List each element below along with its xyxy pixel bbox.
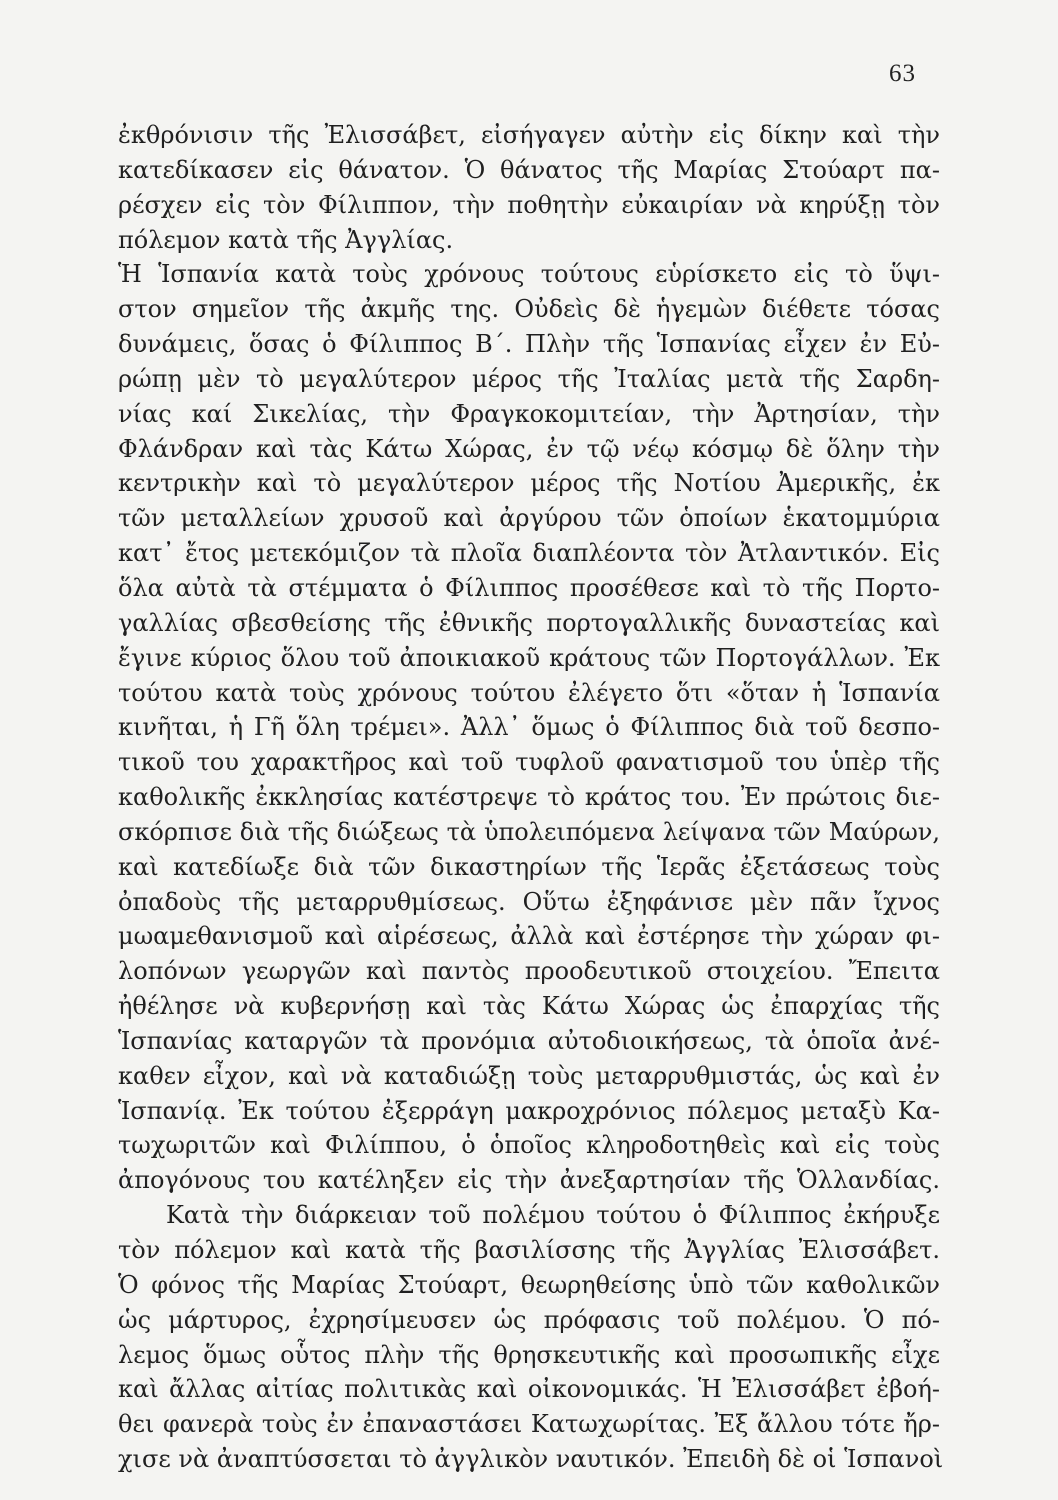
text-line: ἀπογόνους του κατέληξεν εἰς τὴν ἀνεξαρτησίαν τῆς Ὁλλανδίας.	[118, 1166, 940, 1195]
text-line: ὅλα αὐτὰ τὰ στέμματα ὁ Φίλιππος προσέθεσε καὶ τὸ τῆς Πορτο-	[118, 573, 940, 602]
text-line: κεντρικὴν καὶ τὸ μεγαλύτερον μέρος τῆς Νοτίου Ἀμερικῆς, ἐκ	[118, 469, 940, 498]
text-line: Φλάνδραν καὶ τὰς Κάτω Χώρας, ἐν τῷ νέῳ κόσμῳ δὲ ὅλην τὴν	[118, 434, 940, 463]
text-line: τούτου κατὰ τοὺς χρόνους τούτου ἐλέγετο ὅτι «ὅταν ἡ Ἱσπανία	[118, 678, 940, 707]
text-line: κατεδίκασεν εἰς θάνατον. Ὁ θάνατος τῆς Μαρίας Στούαρτ πα-	[118, 155, 940, 184]
text-line: θει φανερὰ τοὺς ἐν ἐπαναστάσει Κατωχωρίτας. Ἐξ ἄλλου τότε ἤρ-	[118, 1410, 940, 1439]
text-line: νίας καί Σικελίας, τὴν Φραγκοκομιτείαν, τὴν Ἀρτησίαν, τὴν	[118, 399, 940, 428]
text-line: πόλεμον κατὰ τῆς Ἀγγλίας.	[118, 225, 454, 254]
text-line: λοπόνων γεωργῶν καὶ παντὸς προοδευτικοῦ στοιχείου. Ἔπειτα	[118, 957, 940, 986]
text-line: καθεν εἶχον, καὶ νὰ καταδιώξῃ τοὺς μεταρρυθμιστάς, ὡς καὶ ἐν	[118, 1061, 940, 1090]
text-line: ρώπῃ μὲν τὸ μεγαλύτερον μέρος τῆς Ἰταλίας μετὰ τῆς Σαρδη-	[118, 364, 940, 393]
text-line: σκόρπισε διὰ τῆς διώξεως τὰ ὑπολειπόμενα λείψανα τῶν Μαύρων,	[118, 817, 940, 846]
text-line: Ἱσπανίας καταργῶν τὰ προνόμια αὐτοδιοικήσεως, τὰ ὁποῖα ἀνέ-	[118, 1026, 940, 1055]
text-line: καὶ ἄλλας αἰτίας πολιτικὰς καὶ οἰκονομικάς. Ἡ Ἐλισσάβετ ἐβοή-	[118, 1375, 940, 1404]
text-line: Ἡ Ἱσπανία κατὰ τοὺς χρόνους τούτους εὑρίσκετο εἰς τὸ ὕψι-	[118, 260, 940, 289]
text-line: τῶν μεταλλείων χρυσοῦ καὶ ἀργύρου τῶν ὁποίων ἑκατομμύρια	[118, 504, 940, 533]
text-line: δυνάμεις, ὅσας ὁ Φίλιππος Β΄. Πλὴν τῆς Ἱσπανίας εἶχεν ἐν Εὐ-	[118, 330, 940, 359]
text-line: καθολικῆς ἐκκλησίας κατέστρεψε τὸ κράτος του. Ἐν πρώτοις διε-	[118, 783, 940, 812]
text-line: γαλλίας σβεσθείσης τῆς ἐθνικῆς πορτογαλλικῆς δυναστείας καὶ	[118, 608, 940, 637]
text-line: ὡς μάρτυρος, ἐχρησίμευσεν ὡς πρόφασις τοῦ πολέμου. Ὁ πό-	[118, 1305, 940, 1334]
text-line: τωχωριτῶν καὶ Φιλίππου, ὁ ὁποῖος κληροδοτηθεὶς καὶ εἰς τοὺς	[118, 1131, 940, 1160]
text-line: ἔγινε κύριος ὅλου τοῦ ἀποικιακοῦ κράτους τῶν Πορτογάλλων. Ἐκ	[118, 643, 940, 672]
text-line: κινῆται, ἡ Γῆ ὅλη τρέμει». Ἀλλ᾽ ὅμως ὁ Φίλιππος διὰ τοῦ δεσπο-	[118, 713, 940, 742]
text-line: τὸν πόλεμον καὶ κατὰ τῆς βασιλίσσης τῆς Ἀγγλίας Ἐλισσάβετ.	[118, 1236, 940, 1264]
text-line: ρέσχεν εἰς τὸν Φίλιππον, τὴν ποθητὴν εὐκαιρίαν νὰ κηρύξῃ τὸν	[118, 190, 940, 219]
text-line: λεμος ὅμως οὗτος πλὴν τῆς θρησκευτικῆς καὶ προσωπικῆς εἶχε	[118, 1340, 940, 1369]
text-line: ὀπαδοὺς τῆς μεταρρυθμίσεως. Οὕτω ἐξηφάνισε μὲν πᾶν ἴχνος	[118, 887, 940, 916]
text-line: Ὁ φόνος τῆς Μαρίας Στούαρτ, θεωρηθείσης ὑπὸ τῶν καθολικῶν	[118, 1270, 940, 1299]
page-number: 63	[889, 60, 916, 87]
text-line: τικοῦ του χαρακτῆρος καὶ τοῦ τυφλοῦ φανατισμοῦ του ὑπὲρ τῆς	[118, 748, 940, 777]
text-line: ἠθέλησε νὰ κυβερνήσῃ καὶ τὰς Κάτω Χώρας ὡς ἐπαρχίας τῆς	[118, 992, 940, 1021]
text-line: Ἱσπανίᾳ. Ἐκ τούτου ἐξερράγη μακροχρόνιος πόλεμος μεταξὺ Κα-	[118, 1096, 940, 1125]
text-line: καὶ κατεδίωξε διὰ τῶν δικαστηρίων τῆς Ἱερᾶς ἐξετάσεως τοὺς	[118, 852, 940, 881]
text-line: ἐκθρόνισιν τῆς Ἐλισσάβετ, εἰσήγαγεν αὐτὴν εἰς δίκην καὶ τὴν	[118, 121, 940, 149]
text-line: μωαμεθανισμοῦ καὶ αἱρέσεως, ἀλλὰ καὶ ἐστέρησε τὴν χώραν φι-	[118, 922, 940, 951]
text-line: χισε νὰ ἀναπτύσσεται τὸ ἀγγλικὸν ναυτικόν. Ἐπειδὴ δὲ οἱ Ἱσπανοὶ	[118, 1445, 944, 1474]
text-line: στον σημεῖον τῆς ἀκμῆς της. Οὐδεὶς δὲ ἡγεμὼν διέθετε τόσας	[118, 295, 940, 324]
text-line: κατ᾽ ἔτος μετεκόμιζον τὰ πλοῖα διαπλέοντα τὸν Ἀτλαντικόν. Εἰς	[118, 539, 940, 568]
body-text	[118, 118, 944, 1477]
text-line: Κατὰ τὴν διάρκειαν τοῦ πολέμου τούτου ὁ Φίλιππος ἐκήρυξε	[166, 1201, 940, 1230]
